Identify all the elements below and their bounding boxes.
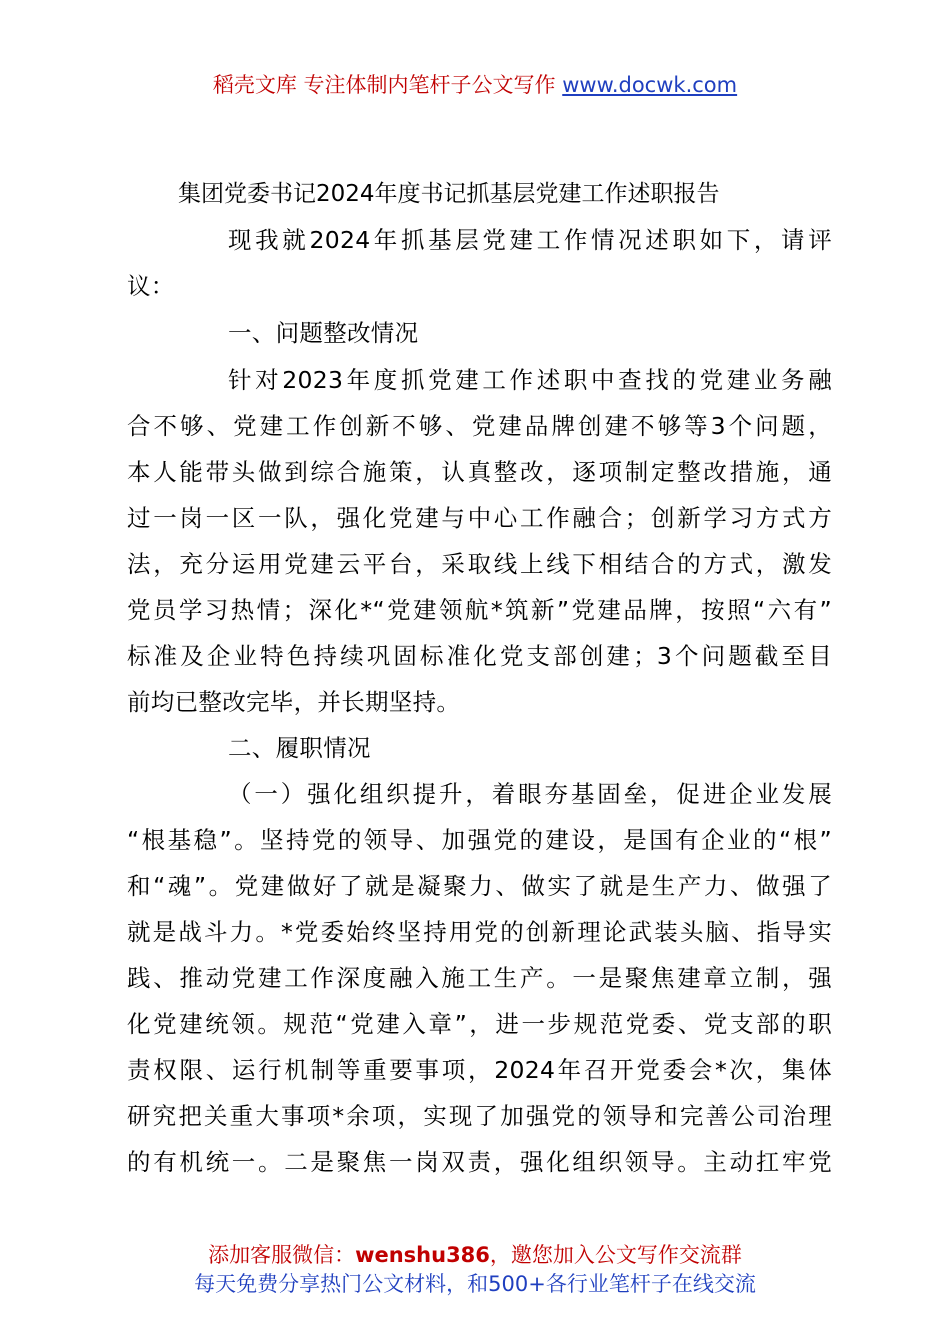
footer-promo-line: 每天免费分享热门公文材料，和500+各行业笔杆子在线交流 (194, 1272, 756, 1296)
body-line: 前均已整改完毕，并长期坚持。 (127, 688, 461, 716)
body-line: 法，充分运用党建云平台，采取线上线下相结合的方式，激发 (127, 550, 832, 578)
body-line: 就是战斗力。*党委始终坚持用党的创新理论武装头脑、指导实 (127, 918, 832, 946)
body-line: 研究把关重大事项*余项，实现了加强党的领导和完善公司治理 (127, 1102, 832, 1130)
body-line: 标准及企业特色持续巩固标准化党支部创建；3个问题截至目 (127, 642, 832, 670)
body-line: 化党建统领。规范“党建入章”，进一步规范党委、党支部的职 (127, 1010, 832, 1038)
body-line: 合不够、党建工作创新不够、党建品牌创建不够等3个问题， (127, 412, 832, 440)
site-header (0, 70, 950, 100)
site-link[interactable]: www.docwk.com (562, 73, 738, 97)
body-line: 现我就2024年抓基层党建工作情况述职如下，请评 (228, 226, 832, 254)
body-line: 责权限、运行机制等重要事项，2024年召开党委会*次，集体 (127, 1056, 832, 1084)
wechat-id: wenshu386 (355, 1243, 490, 1267)
body-line: （一）强化组织提升，着眼夯基固垒，促进企业发展 (228, 780, 832, 808)
section-heading: 二、履职情况 (228, 734, 371, 762)
body-line: 和“魂”。党建做好了就是凝聚力、做实了就是生产力、做强了 (127, 872, 832, 900)
body-line: 议： (127, 272, 175, 300)
body-line: “根基稳”。坚持党的领导、加强党的建设，是国有企业的“根” (127, 826, 832, 854)
body-line: 践、推动党建工作深度融入施工生产。一是聚焦建章立制，强 (127, 964, 832, 992)
body-line: 本人能带头做到综合施策，认真整改，逐项制定整改措施，通 (127, 458, 832, 486)
footer-wechat-suffix: ，邀您加入公文写作交流群 (489, 1243, 742, 1267)
document-title: 集团党委书记2024年度书记抓基层党建工作述职报告 (178, 181, 720, 207)
body-line: 过一岗一区一队，强化党建与中心工作融合；创新学习方式方 (127, 504, 832, 532)
site-slogan: 稻壳文库 专注体制内笔杆子公文写作 (212, 73, 563, 97)
body-line: 党员学习热情；深化*“党建领航*筑新”党建品牌，按照“六有” (127, 596, 832, 624)
footer-wechat-prefix: 添加客服微信： (208, 1243, 356, 1267)
body-line: 的有机统一。二是聚焦一岗双责，强化组织领导。主动扛牢党 (127, 1148, 832, 1176)
footer-wechat-line (0, 1240, 950, 1270)
section-heading: 一、问题整改情况 (228, 319, 419, 347)
body-line: 针对2023年度抓党建工作述职中查找的党建业务融 (228, 366, 832, 394)
